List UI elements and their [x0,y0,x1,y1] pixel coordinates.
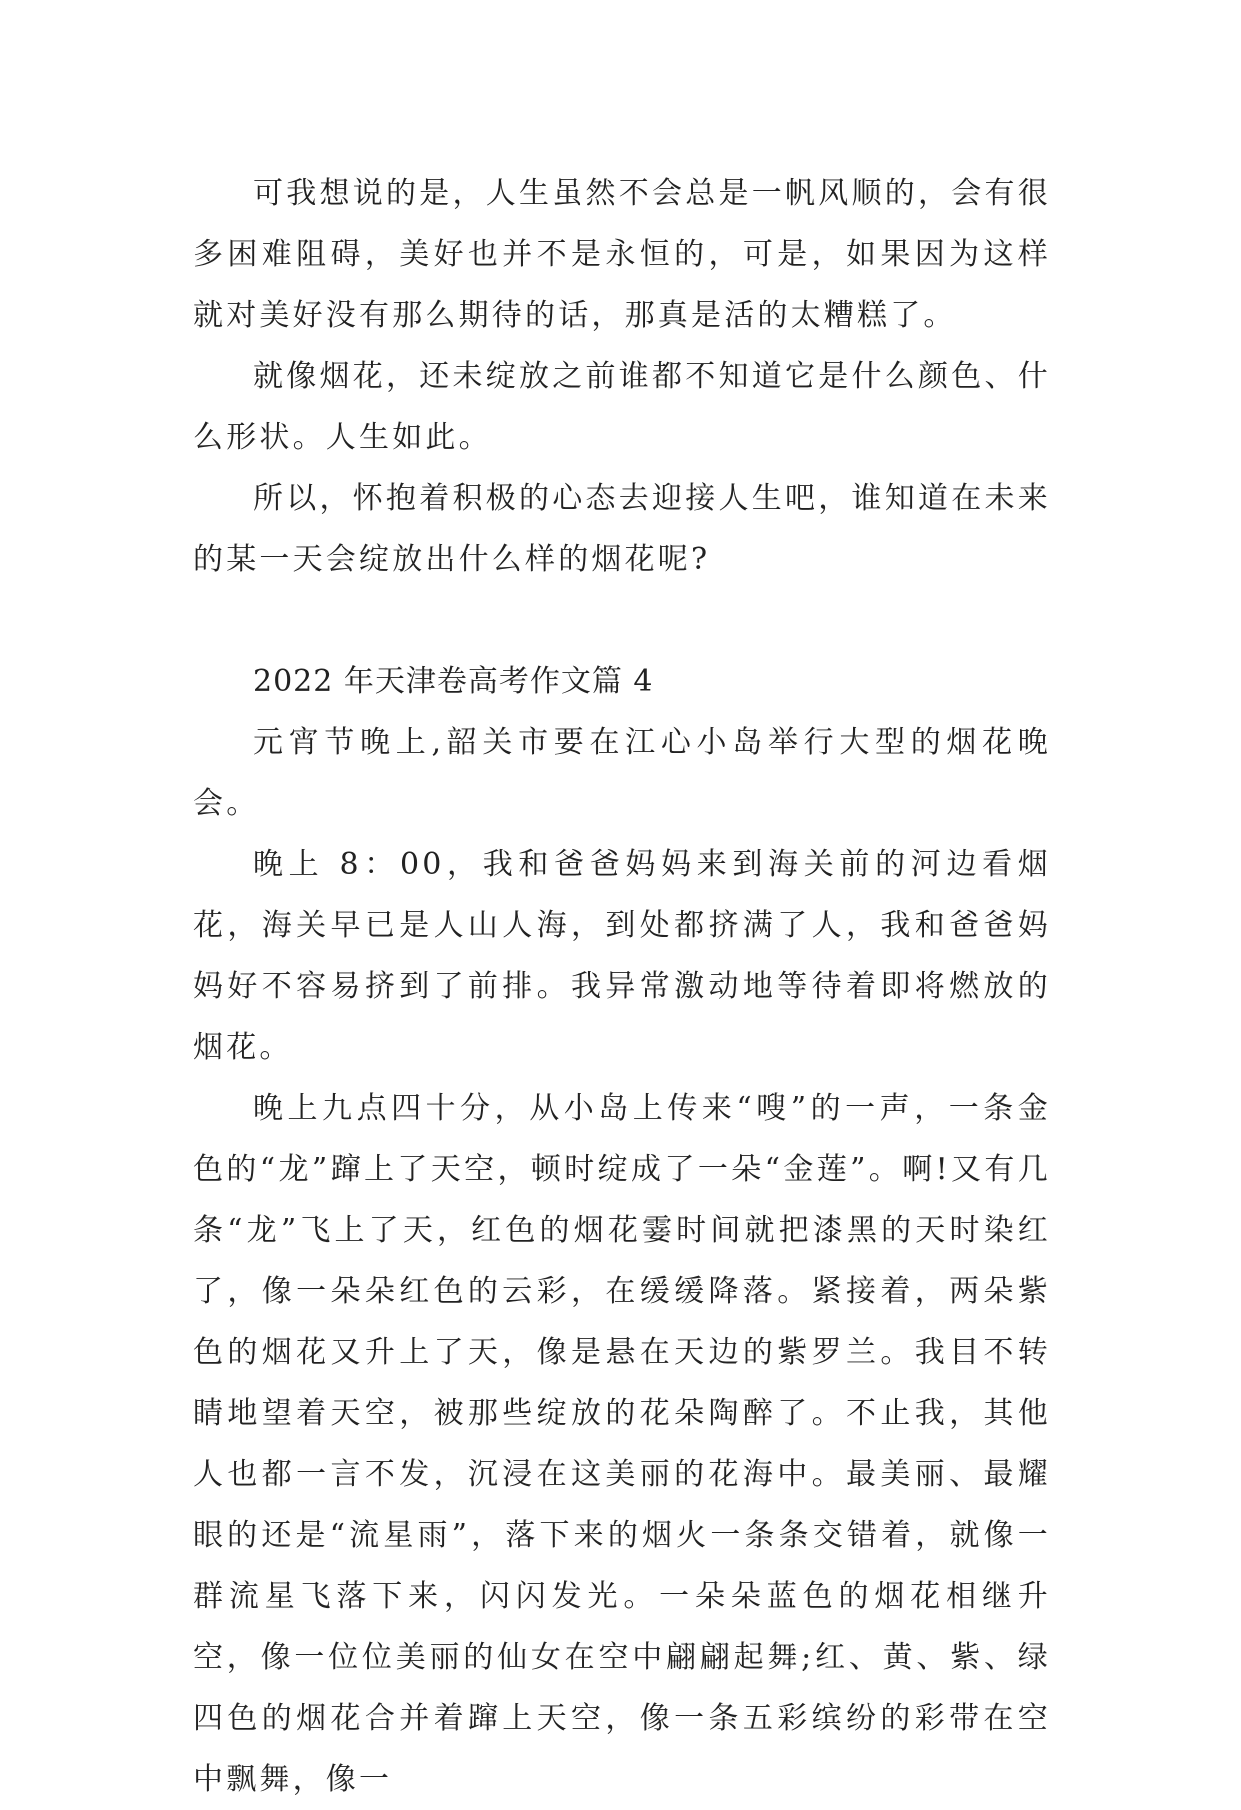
section-title: 2022 年天津卷高考作文篇 4 [253,664,654,699]
paragraph: 晚上九点四十分，从小岛上传来“嗖”的一声，一条金色的“龙”蹿上了天空，顿时绽成了一朵“金莲”。啊!又有几条“龙”飞上了天，红色的烟花霎时间就把漆黑的天时染红了，像一朵朵红色的云彩，在缓缓降落。紧接着，两朵紫色的烟花又升上了天，像是悬在天边的紫罗兰。我目不转睛地望着天空，被那些绽放的花朵陶醉了。不止我，其他人也都一言不发，沉浸在这美丽的花海中。最美丽、最耀眼的还是“流星雨”，落下来的烟火一条条交错着，就像一群流星飞落下来，闪闪发光。一朵朵蓝色的烟花相继升空，像一位位美丽的仙女在空中翩翩起舞;红、黄、紫、绿四色的烟花合并着蹿上天空，像一条五彩缤纷的彩带在空中飘舞，像一 [193,1091,1051,1797]
paragraph: 晚上 8：00，我和爸爸妈妈来到海关前的河边看烟花，海关早已是人山人海，到处都挤满了人，我和爸爸妈妈好不容易挤到了前排。我异常激动地等待着即将燃放的烟花。 [193,847,1051,1065]
paragraph: 元宵节晚上,韶关市要在江心小岛举行大型的烟花晚会。 [193,725,1051,821]
document-body [193,163,1051,1810]
section-gap [193,590,1051,651]
paragraph: 就像烟花，还未绽放之前谁都不知道它是什么颜色、什么形状。人生如此。 [193,359,1051,455]
paragraph: 可我想说的是，人生虽然不会总是一帆风顺的，会有很多困难阻碍，美好也并不是永恒的，可是，如果因为这样就对美好没有那么期待的话，那真是活的太糟糕了。 [193,176,1051,333]
paragraph: 所以，怀抱着积极的心态去迎接人生吧，谁知道在未来的某一天会绽放出什么样的烟花呢? [193,481,1051,577]
